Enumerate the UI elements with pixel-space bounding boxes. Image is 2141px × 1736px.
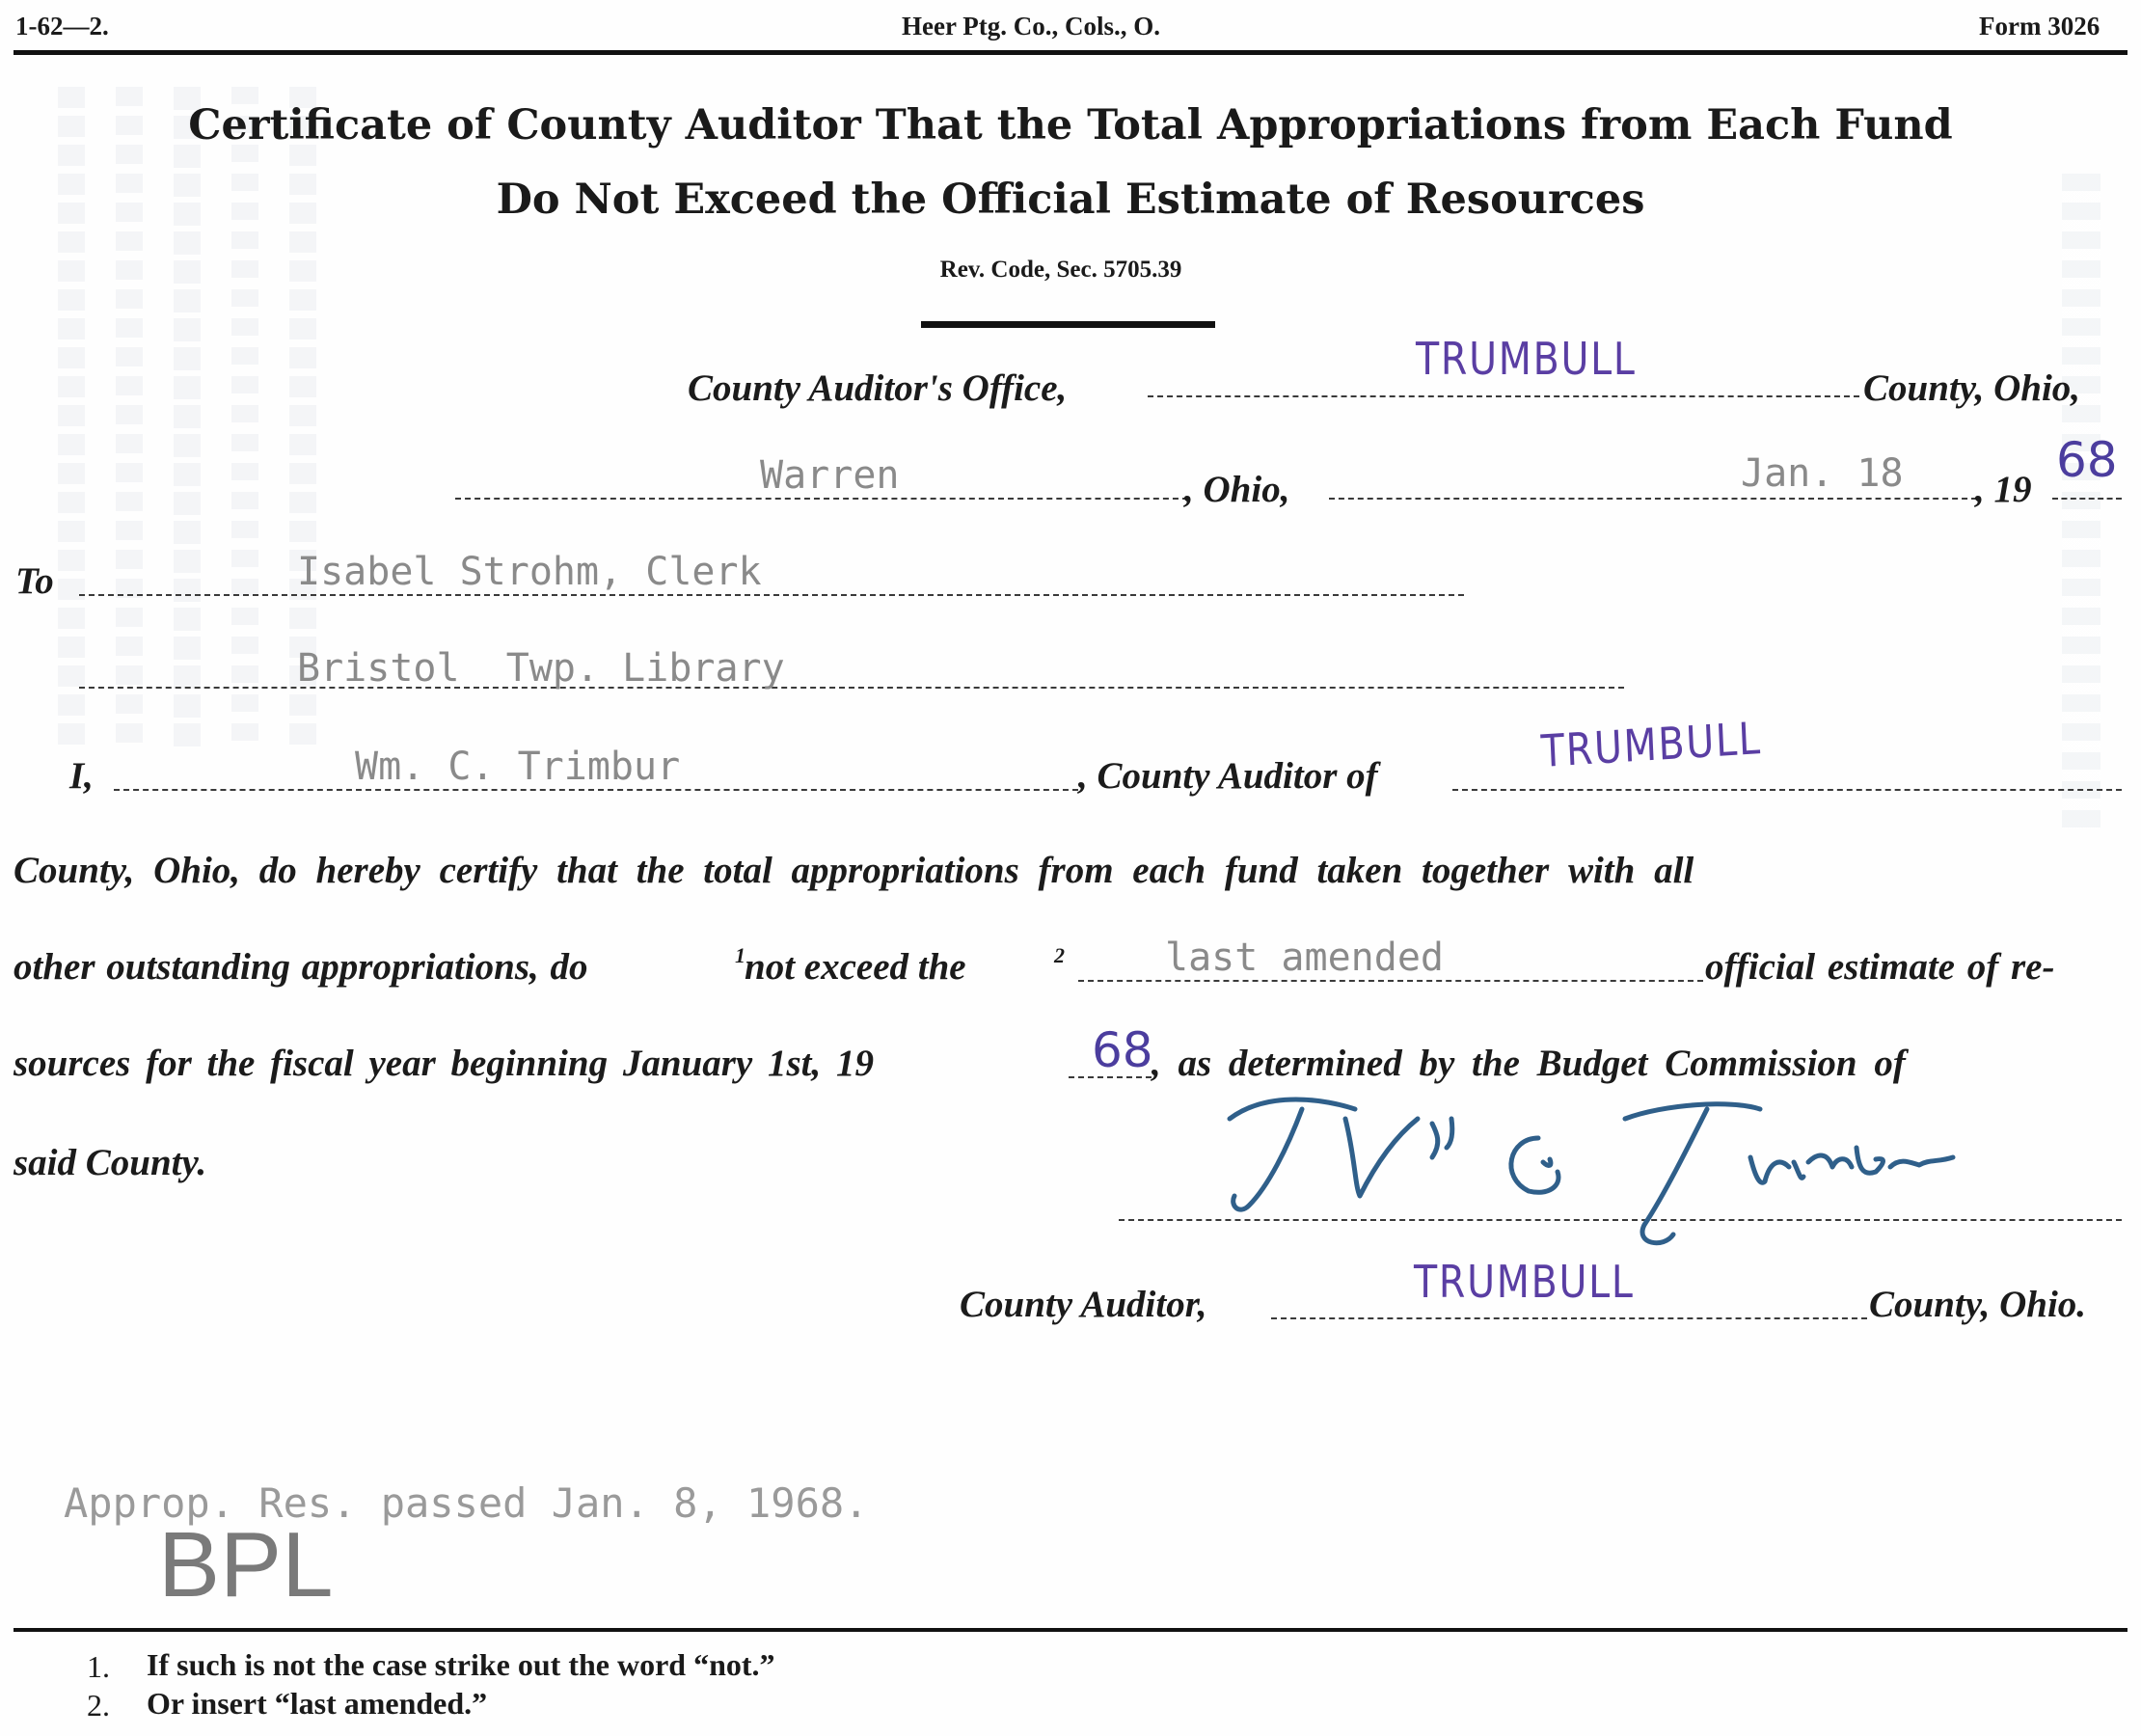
body-line-2-part-b: not exceed the	[745, 946, 976, 988]
ohio-label: , Ohio,	[1184, 469, 1290, 510]
county-auditor-label: County Auditor,	[960, 1284, 1207, 1325]
year-prefix: , 19	[1975, 469, 2032, 510]
to-line-1-blank	[79, 594, 1464, 596]
recipient-organization: Bristol Twp. Library	[297, 646, 785, 691]
printer-name: Heer Ptg. Co., Cols., O.	[902, 12, 1160, 41]
footnote-ref-2: 2	[1054, 943, 1065, 967]
auditor-signature	[1210, 1080, 1982, 1273]
auditor-name: Wm. C. Trimbur	[355, 745, 681, 789]
body-line-2-part-c: official estimate of re-	[1705, 946, 2055, 988]
estimate-type-blank	[1078, 980, 1703, 982]
signature-county-blank	[1271, 1317, 1867, 1319]
office-county-stamp: TRUMBULL	[1416, 333, 1637, 385]
year-blank	[2052, 498, 2122, 500]
office-label: County Auditor's Office,	[688, 367, 1068, 409]
to-label: To	[15, 560, 54, 602]
bpl-watermark: BPL	[158, 1513, 334, 1616]
title-line-2: Do Not Exceed the Official Estimate of Resources	[496, 176, 1645, 224]
body-line-1: County, Ohio, do hereby certify that the total appropriations from each fund taken together with all	[14, 850, 1694, 891]
auditor-county-stamp: TRUMBULL	[1539, 712, 1763, 777]
footnote-2-text: Or insert “last amended.”	[147, 1686, 488, 1721]
title-line-1: Certificate of County Auditor That the Total Appropriations from Each Fund	[188, 101, 1953, 149]
recipient-name: Isabel Strohm, Clerk	[297, 550, 762, 594]
footnote-1-text: If such is not the case strike out the word “not.”	[147, 1647, 775, 1682]
year-value: 68	[2056, 432, 2118, 488]
fiscal-year-value: 68	[1092, 1022, 1153, 1078]
footer-rule	[14, 1628, 2127, 1632]
auditor-county-blank	[1452, 789, 2122, 791]
code-reference: Rev. Code, Sec. 5705.39	[939, 257, 1182, 283]
header-rule	[14, 50, 2127, 55]
body-line-2-part-a: other outstanding appropriations, do	[14, 946, 600, 988]
body-line-3-part-a: sources for the fiscal year beginning January 1st, 19	[14, 1043, 874, 1084]
i-label: I,	[69, 755, 94, 797]
office-county-blank	[1148, 395, 1859, 397]
title-underline	[921, 321, 1215, 328]
footnote-1-number: 1.	[87, 1649, 110, 1684]
form-number: Form 3026	[1979, 12, 2100, 41]
form-code: 1-62—2.	[15, 12, 109, 41]
auditor-of-label: , County Auditor of	[1078, 755, 1378, 797]
signature-county-suffix: County, Ohio.	[1869, 1284, 2087, 1325]
footnote-2-number: 2.	[87, 1688, 110, 1722]
auditor-name-blank	[114, 789, 1078, 791]
office-county-suffix: County, Ohio,	[1863, 367, 2081, 409]
city-blank	[455, 498, 1188, 500]
date-value: Jan. 18	[1741, 451, 1904, 496]
appropriation-note: Approp. Res. passed Jan. 8, 1968.	[64, 1479, 869, 1527]
signature-county-stamp: TRUMBULL	[1414, 1256, 1635, 1308]
date-blank	[1329, 498, 1977, 500]
city-value: Warren	[760, 453, 900, 498]
body-line-3-part-b: , as determined by the Budget Commission of	[1152, 1043, 1906, 1084]
body-line-4: said County.	[14, 1142, 207, 1183]
footnote-ref-1: 1	[735, 943, 745, 967]
estimate-type-value: last amended	[1165, 936, 1444, 980]
